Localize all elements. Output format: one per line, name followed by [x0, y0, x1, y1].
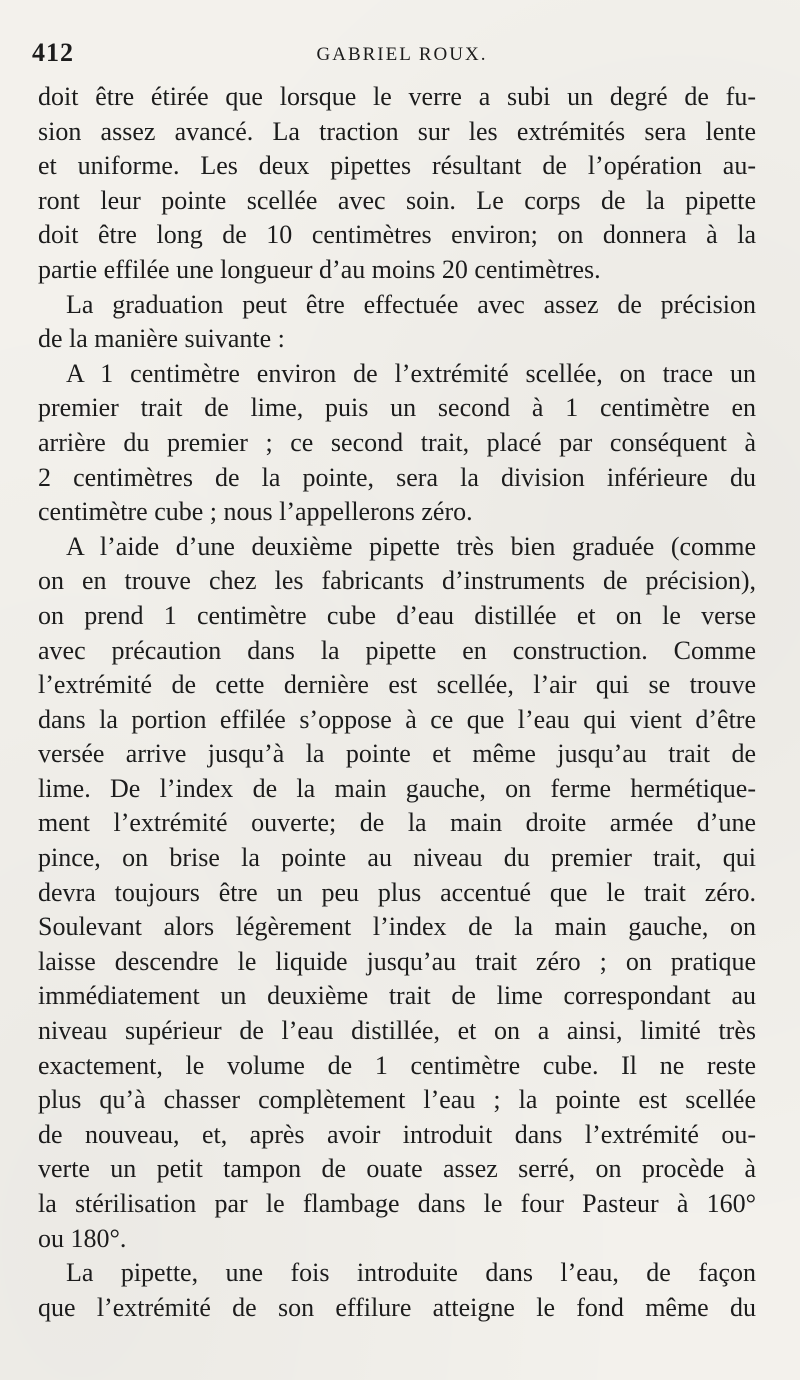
- text-line: plus qu’à chasser complètement l’eau ; la pointe est scellée: [38, 1085, 756, 1115]
- text-line: et uniforme. Les deux pipettes résultant de l’opération au-: [38, 151, 756, 181]
- text-line: ront leur pointe scellée avec soin. Le corps de la pipette: [38, 185, 756, 215]
- page-number: 412: [32, 38, 74, 67]
- body-text: [38, 80, 756, 1325]
- text-line: arrière du premier ; ce second trait, placé par conséquent à: [38, 427, 756, 457]
- text-line: niveau supérieur de l’eau distillée, et on a ainsi, limité très: [38, 1016, 756, 1046]
- text-line: A l’aide d’une deuxième pipette très bien graduée (comme: [66, 531, 756, 561]
- text-line: centimètre cube ; nous l’appellerons zéro.: [38, 497, 473, 527]
- text-line: versée arrive jusqu’à la pointe et même jusqu’au trait de: [38, 739, 756, 769]
- text-line: exactement, le volume de 1 centimètre cube. Il ne reste: [38, 1050, 756, 1080]
- text-line: A 1 centimètre environ de l’extrémité scellée, on trace un: [66, 358, 756, 388]
- text-line: Soulevant alors légèrement l’index de la main gauche, on: [38, 912, 756, 942]
- text-line: doit être étirée que lorsque le verre a subi un degré de fu-: [38, 82, 756, 111]
- text-line: premier trait de lime, puis un second à 1 centimètre en: [38, 393, 756, 423]
- text-line: ment l’extrémité ouverte; de la main droite armée d’une: [38, 808, 756, 838]
- text-line: devra toujours être un peu plus accentué que le trait zéro.: [38, 877, 756, 907]
- text-line: ou 180°.: [38, 1223, 127, 1253]
- text-line: de nouveau, et, après avoir introduit dans l’extrémité ou-: [38, 1119, 756, 1149]
- text-line: pince, on brise la pointe au niveau du premier trait, qui: [38, 843, 756, 873]
- text-line: dans la portion effilée s’oppose à ce que l’eau qui vient d’être: [38, 704, 756, 734]
- text-line: sion assez avancé. La traction sur les extrémités sera lente: [38, 116, 756, 146]
- text-line: immédiatement un deuxième trait de lime correspondant au: [38, 981, 756, 1011]
- text-line: de la manière suivante :: [38, 324, 285, 354]
- text-line: avec précaution dans la pipette en construction. Comme: [38, 635, 756, 665]
- running-head: GABRIEL ROUX.: [316, 44, 488, 65]
- text-line: doit être long de 10 centimètres environ; on donnera à la: [38, 220, 756, 250]
- text-line: partie effilée une longueur d’au moins 20 centimètres.: [38, 254, 601, 284]
- page-header: [32, 38, 772, 78]
- text-line: la stérilisation par le flambage dans le four Pasteur à 160°: [38, 1189, 756, 1218]
- text-line: 2 centimètres de la pointe, sera la division inférieure du: [38, 462, 756, 492]
- text-line: on prend 1 centimètre cube d’eau distillée et on le verse: [38, 600, 756, 630]
- text-line: verte un petit tampon de ouate assez serré, on procède à: [38, 1154, 756, 1184]
- text-line: La graduation peut être effectuée avec assez de précision: [66, 289, 756, 319]
- text-line: on en trouve chez les fabricants d’instruments de précision),: [38, 566, 756, 596]
- text-line: lime. De l’index de la main gauche, on ferme hermétique-: [38, 773, 756, 803]
- text-line: La pipette, une fois introduite dans l’eau, de façon: [66, 1258, 756, 1288]
- text-line: que l’extrémité de son effilure atteigne le fond même du: [38, 1292, 756, 1322]
- text-line: laisse descendre le liquide jusqu’au trait zéro ; on pratique: [38, 946, 756, 976]
- text-line: l’extrémité de cette dernière est scellée, l’air qui se trouve: [38, 670, 756, 700]
